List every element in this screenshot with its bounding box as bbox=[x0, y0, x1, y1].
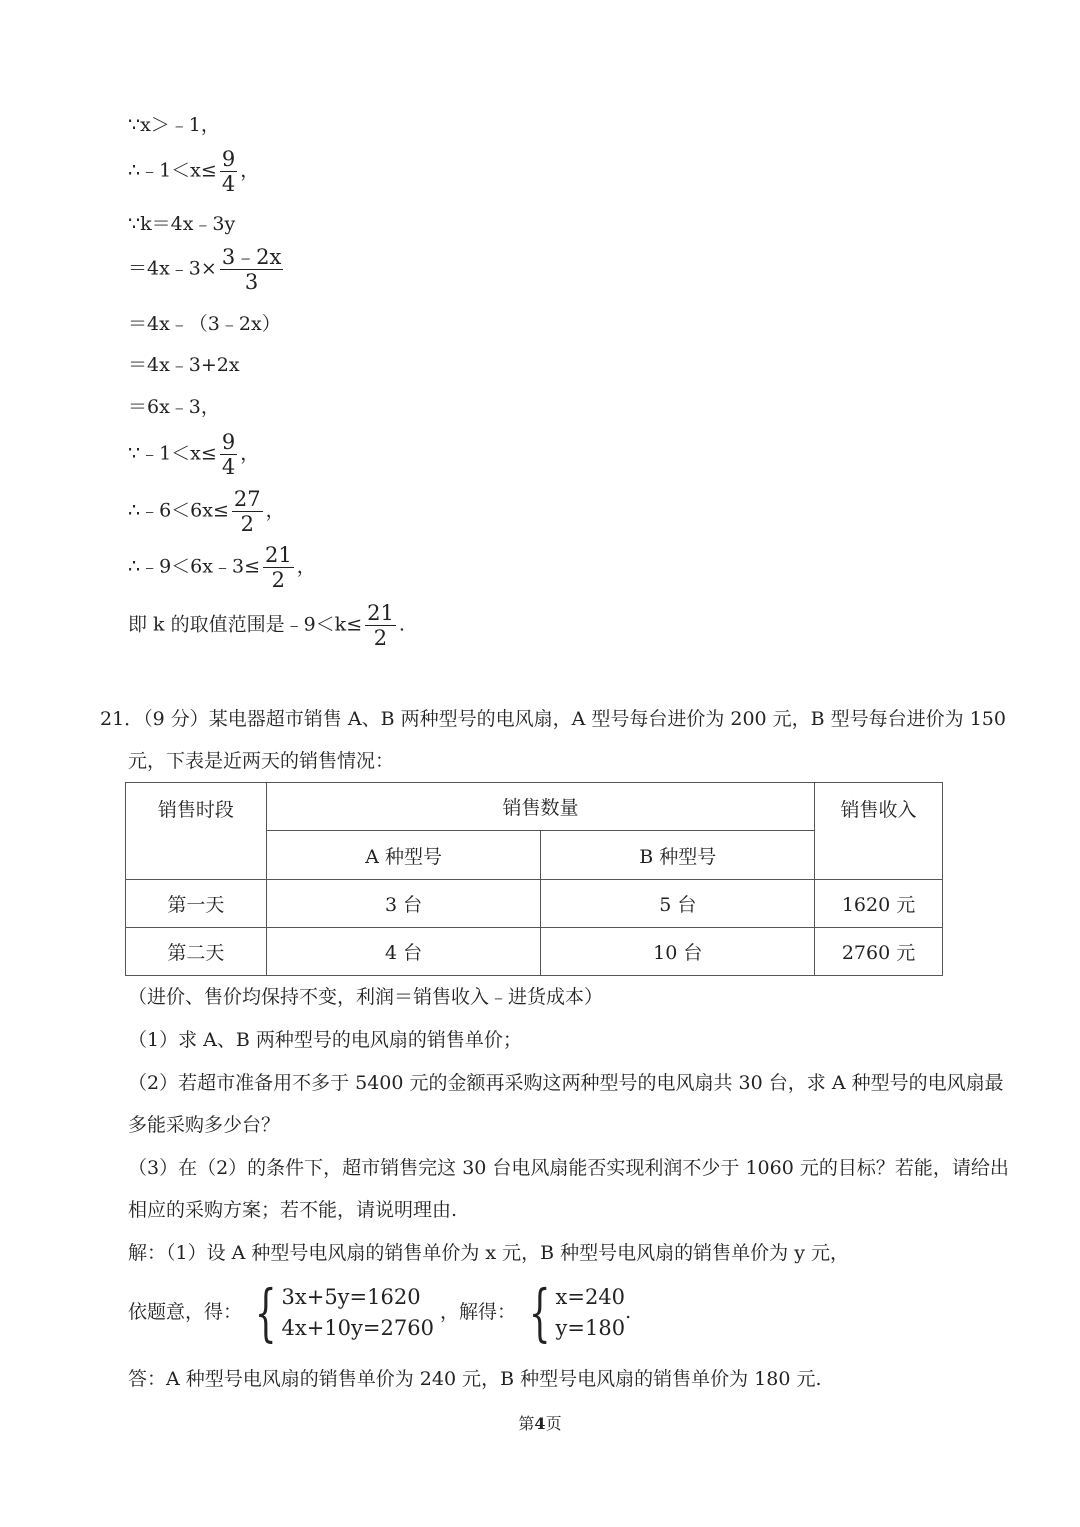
cell-b: 10 台 bbox=[541, 928, 815, 976]
derivation-line-4: ＝4x﹣3× $\frac{3﹣2x}{3}$ bbox=[128, 245, 282, 294]
question-3-cont: 相应的采购方案；若不能，请说明理由. bbox=[128, 1199, 458, 1221]
header-income: 销售收入 bbox=[815, 783, 943, 880]
cell-a: 4 台 bbox=[266, 928, 541, 976]
fraction: $\frac{27}{2}$ bbox=[233, 487, 261, 536]
fraction: $\frac{9}{4}$ bbox=[221, 147, 236, 196]
table-row bbox=[126, 880, 943, 928]
derivation-line-7: ＝6x﹣3， bbox=[128, 396, 220, 418]
fraction: $\frac{9}{4}$ bbox=[221, 430, 236, 479]
header-quantity: 销售数量 bbox=[266, 783, 814, 831]
header-period: 销售时段 bbox=[126, 783, 267, 880]
derivation-line-6: ＝4x﹣3+2x bbox=[128, 354, 240, 376]
question-2-cont: 多能采购多少台？ bbox=[128, 1114, 281, 1136]
question-1: （1）求 A、B 两种型号的电风扇的销售单价； bbox=[128, 1029, 522, 1051]
problem-21-statement: 21．（9 分）某电器超市销售 A、B 两种型号的电风扇，A 型号每台进价为 200 元，B 型号每台进价为 150 bbox=[100, 708, 1006, 730]
derivation-line-2: ∴﹣1＜x≤ $\frac{9}{4}$ ， bbox=[128, 147, 260, 196]
fraction: $\frac{21}{2}$ bbox=[367, 601, 394, 650]
header-type-a: A 种型号 bbox=[266, 831, 541, 880]
cell-period: 第二天 bbox=[126, 928, 267, 976]
question-3: （3）在（2）的条件下，超市销售完这 30 台电风扇能否实现利润不少于 1060 元的目标？若能，请给出 bbox=[128, 1157, 1009, 1179]
table-row bbox=[126, 928, 943, 976]
derivation-line-3: ∵k＝4x﹣3y bbox=[128, 213, 236, 235]
brace: { bbox=[254, 1276, 277, 1349]
page-number: 4 bbox=[534, 1414, 546, 1433]
page-footer: 第4页 bbox=[518, 1414, 562, 1433]
equation-system-line: 依题意，得： { 3x+5y=1620 4x+10y=2760 ，解得： { x=240 y=180 . bbox=[128, 1276, 632, 1349]
question-2: （2）若超市准备用不多于 5400 元的金额再采购这两种型号的电风扇共 30 台，求 A 种型号的电风扇最 bbox=[128, 1072, 1004, 1094]
cell-a: 3 台 bbox=[266, 880, 541, 928]
solution-system: { x=240 y=180 bbox=[528, 1276, 626, 1349]
fraction: $\frac{21}{2}$ bbox=[265, 543, 292, 592]
solution-intro: 解：（1）设 A 种型号电风扇的销售单价为 x 元，B 种型号电风扇的销售单价为 y 元， bbox=[128, 1242, 850, 1264]
range-conclusion-line: 即 k 的取值范围是﹣9＜k≤ $\frac{21}{2}$ . bbox=[128, 601, 405, 650]
fraction: $\frac{3﹣2x}{3}$ bbox=[221, 245, 282, 294]
cell-income: 2760 元 bbox=[815, 928, 943, 976]
problem-21-statement-cont: 元，下表是近两天的销售情况： bbox=[128, 750, 395, 772]
derivation-line-9: ∴﹣6＜6x≤ $\frac{27}{2}$ ， bbox=[128, 487, 285, 536]
header-type-b: B 种型号 bbox=[541, 831, 815, 880]
answer-line: 答：A 种型号电风扇的销售单价为 240 元，B 种型号电风扇的销售单价为 180 元. bbox=[128, 1368, 822, 1390]
cell-b: 5 台 bbox=[541, 880, 815, 928]
sales-table bbox=[125, 782, 943, 976]
derivation-line-1: ∵x＞﹣1， bbox=[128, 114, 220, 136]
cell-income: 1620 元 bbox=[815, 880, 943, 928]
table-note: （进价、售价均保持不变，利润＝销售收入﹣进货成本） bbox=[128, 986, 604, 1008]
cell-period: 第一天 bbox=[126, 880, 267, 928]
derivation-line-10: ∴﹣9＜6x﹣3≤ $\frac{21}{2}$ ， bbox=[128, 543, 316, 592]
derivation-line-8: ∵﹣1＜x≤ $\frac{9}{4}$ ， bbox=[128, 430, 260, 479]
brace: { bbox=[528, 1276, 551, 1349]
derivation-line-5: ＝4x﹣（3﹣2x） bbox=[128, 313, 281, 335]
equation-system: { 3x+5y=1620 4x+10y=2760 bbox=[254, 1276, 434, 1349]
